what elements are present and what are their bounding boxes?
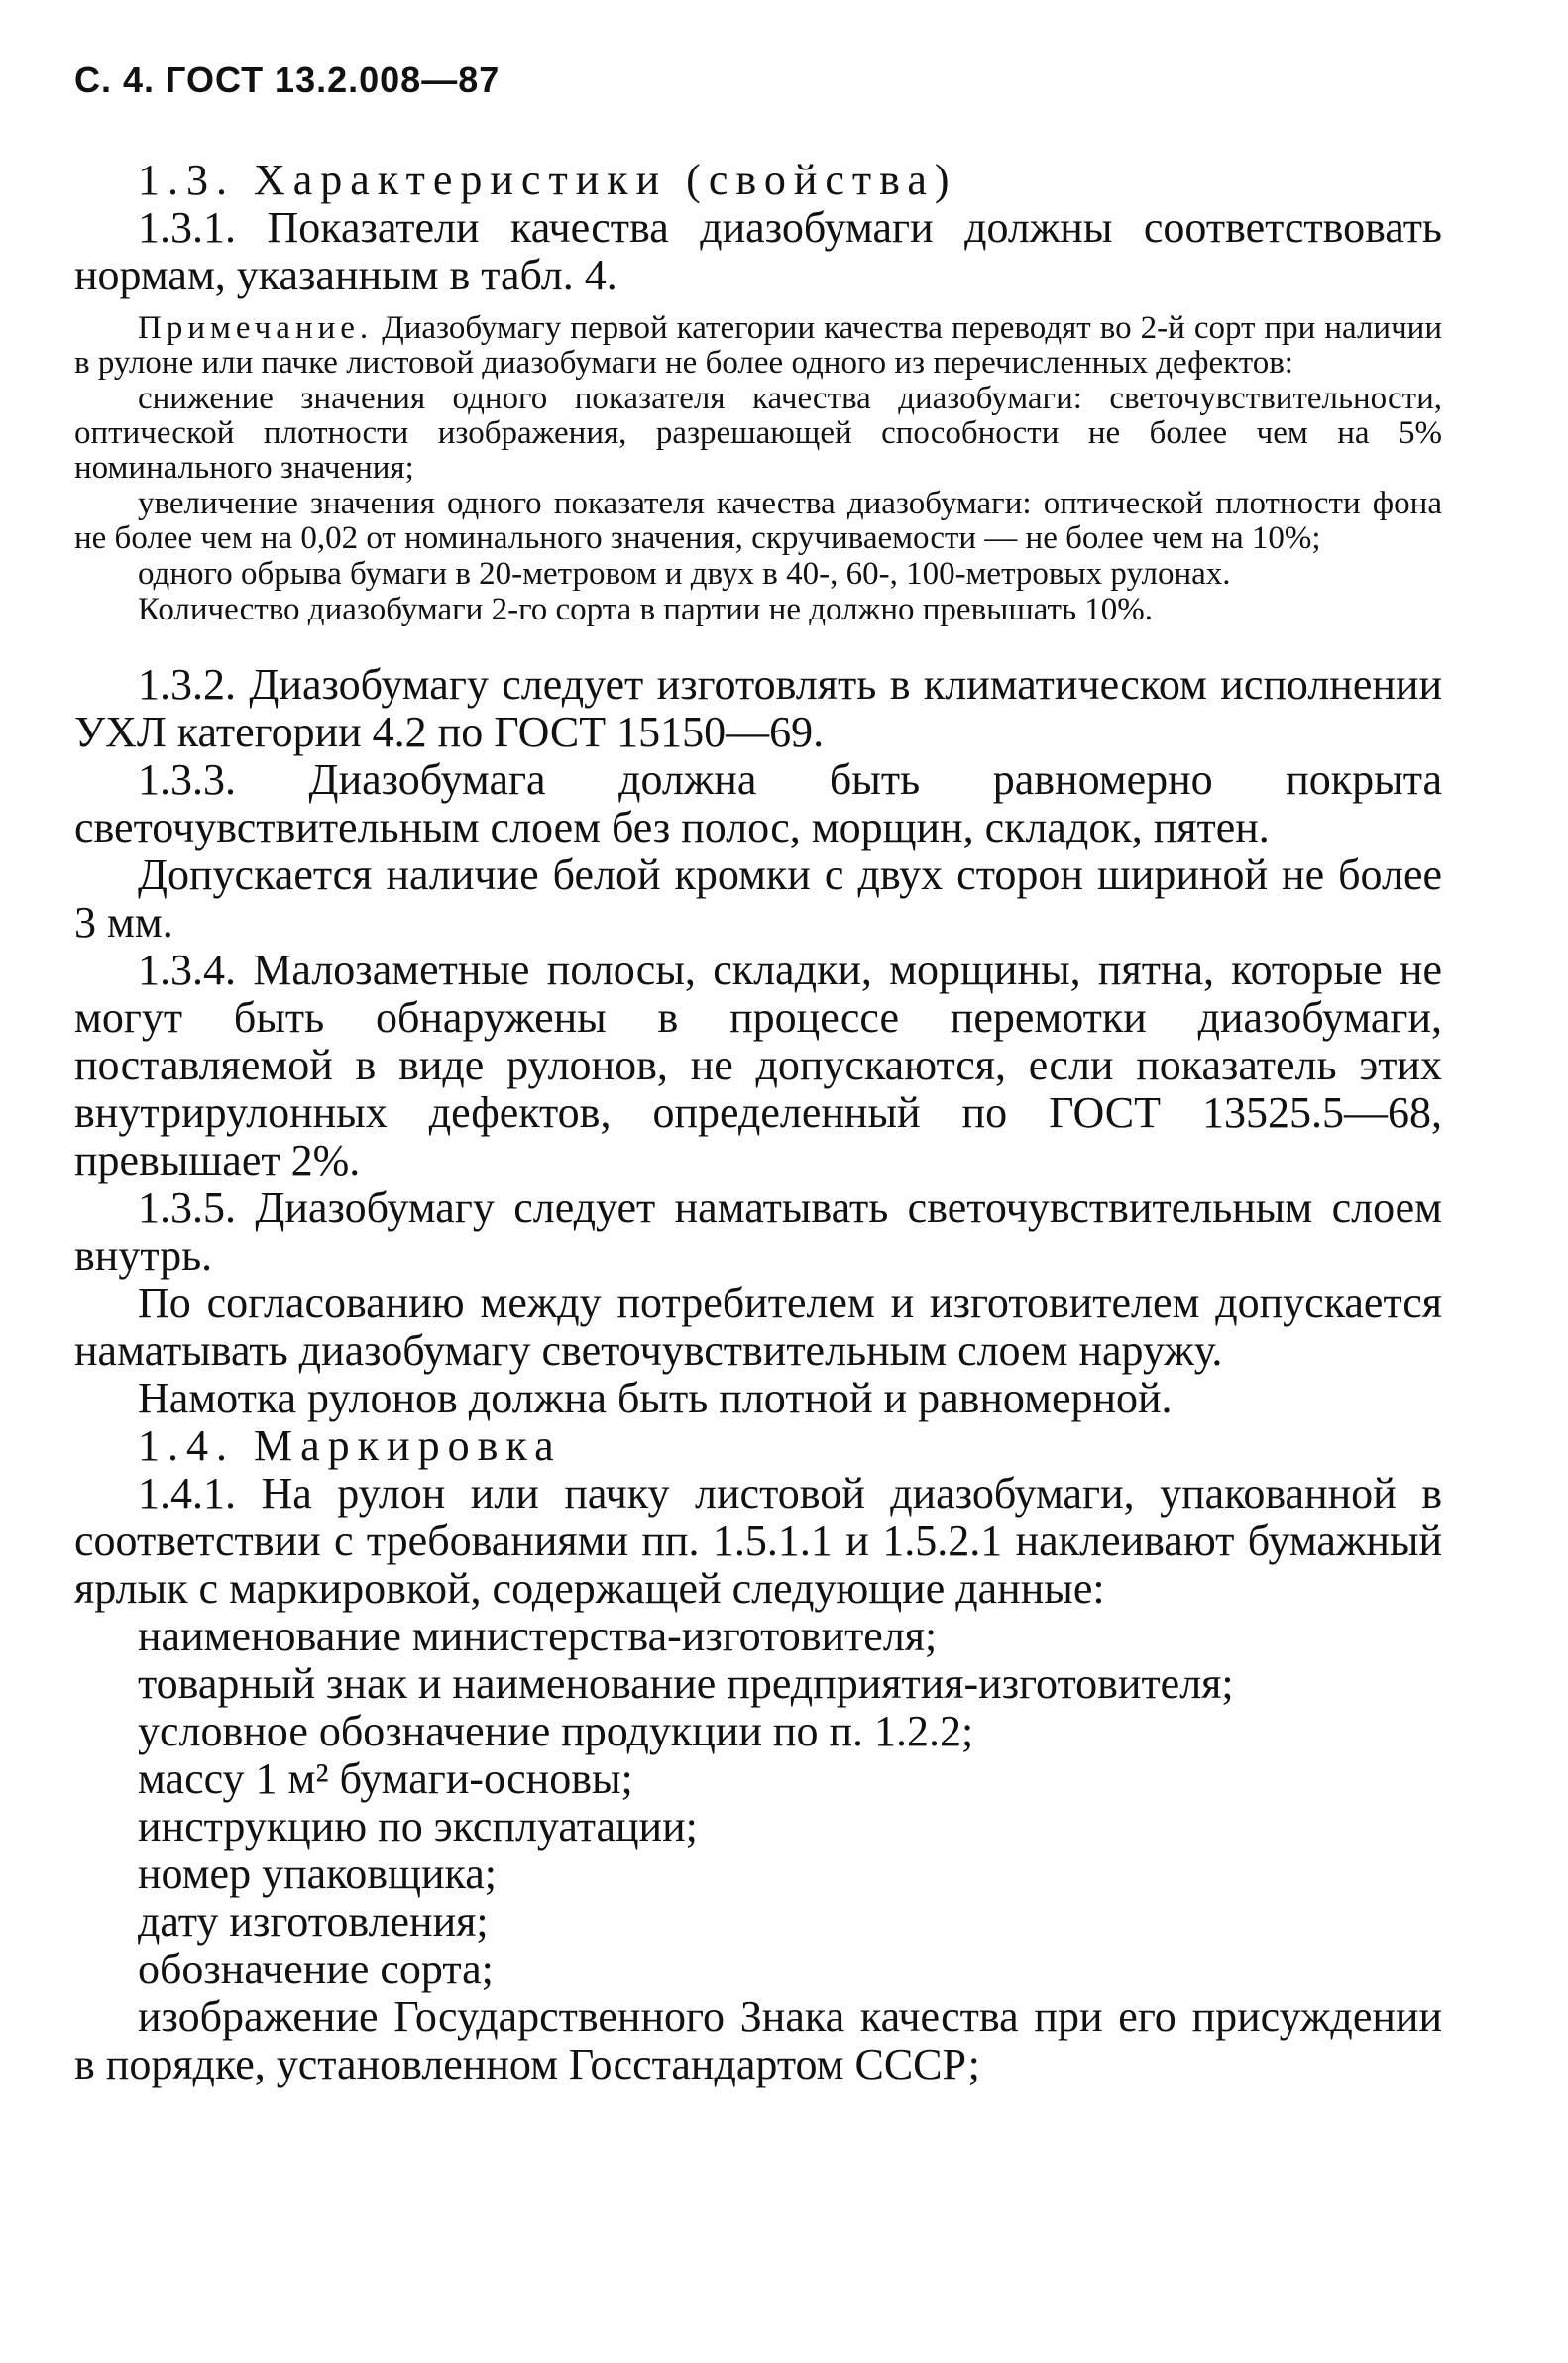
note-item: Количество диазобумаги 2-го сорта в партии не должно превышать 10%. <box>138 592 1153 627</box>
paragraph-1-3-3: 1.3.3. Диазобумага должна быть равномерно покрыта светочувствительным слоем без полос, морщин, складок, пятен. <box>74 755 1442 851</box>
paragraph-1-4-1: 1.4.1. На рулон или пачку листовой диазобумаги, упакованной в соответствии с требованиями пп. 1.5.1.1 и 1.5.2.1 наклеивают бумажный ярлык с маркировкой, содержащей следующие данные: <box>74 1469 1442 1613</box>
paragraph-1-3-4: 1.3.4. Малозаметные полосы, складки, морщины, пятна, которые не могут быть обнаружены в процессе перемотки диазобумаги, поставляемой в виде рулонов, не допускаются, если показатель этих внутрирулонных дефектов, определенный по ГОСТ 13525.5—68, превышает 2%. <box>74 946 1442 1184</box>
list-item: дату изготовления; <box>138 1897 489 1946</box>
paragraph-1-3-2: 1.3.2. Диазобумагу следует изготовлять в климатическом исполнении УХЛ категории 4.2 по ГОСТ 15150—69. <box>74 660 1442 756</box>
marking-list <box>74 1613 1442 2088</box>
list-item: инструкцию по эксплуатации; <box>138 1802 698 1851</box>
running-head: С. 4. ГОСТ 13.2.008—87 <box>74 59 501 100</box>
document-page <box>74 59 1442 2088</box>
section-heading-1-4: 1.4. Маркировка <box>138 1421 562 1470</box>
list-item: обозначение сорта; <box>138 1945 494 1993</box>
paragraph-1-3-5: 1.3.5. Диазобумагу следует наматывать светочувствительным слоем внутрь. <box>74 1183 1442 1280</box>
paragraph-1-3-1: 1.3.1. Показатели качества диазобумаги должны соответствовать нормам, указанным в табл. 4. <box>74 203 1442 299</box>
section-heading-1-3: 1.3. Характеристики (свойства) <box>138 156 957 204</box>
list-item: условное обозначение продукции по п. 1.2.2; <box>138 1707 974 1755</box>
list-item: товарный знак и наименование предприятия-изготовителя; <box>138 1659 1234 1708</box>
list-item: номер упаковщика; <box>138 1850 497 1898</box>
note-block <box>74 311 1442 627</box>
list-item: изображение Государственного Знака качества при его присуждении в порядке, установленном Госстандартом СССР; <box>74 1992 1442 2088</box>
paragraph-1-3-5-cont: По согласованию между потребителем и изготовителем допускается наматывать диазобумагу светочувствительным слоем наружу. <box>74 1279 1442 1375</box>
paragraph-1-3-5-cont-2: Намотка рулонов должна быть плотной и равномерной. <box>138 1374 1173 1422</box>
list-item: наименование министерства-изготовителя; <box>138 1612 938 1660</box>
note-lead-text: Диазобумагу первой категории качества переводят во 2-й сорт при наличии в рулоне или пачке листовой диазобумаги не более одного из перечисленных дефектов: <box>74 310 1442 381</box>
note-label: Примечание. <box>138 310 374 346</box>
main-text <box>74 157 1442 2088</box>
note-item: снижение значения одного показателя качества диазобумаги: светочувствительности, оптической плотности изображения, разрешающей способности не более чем на 5% номинального значения; <box>74 381 1442 486</box>
paragraph-1-3-3-cont: Допускается наличие белой кромки с двух сторон шириной не более 3 мм. <box>74 850 1442 947</box>
note-lead <box>74 311 1442 381</box>
list-item: массу 1 м² бумаги-основы; <box>138 1754 633 1803</box>
note-item: одного обрыва бумаги в 20-метровом и двух в 40-, 60-, 100-метровых рулонах. <box>138 556 1231 592</box>
note-item: увеличение значения одного показателя качества диазобумаги: оптической плотности фона не более чем на 0,02 от номинального значения, скручиваемости — не более чем на 10%; <box>74 486 1442 556</box>
